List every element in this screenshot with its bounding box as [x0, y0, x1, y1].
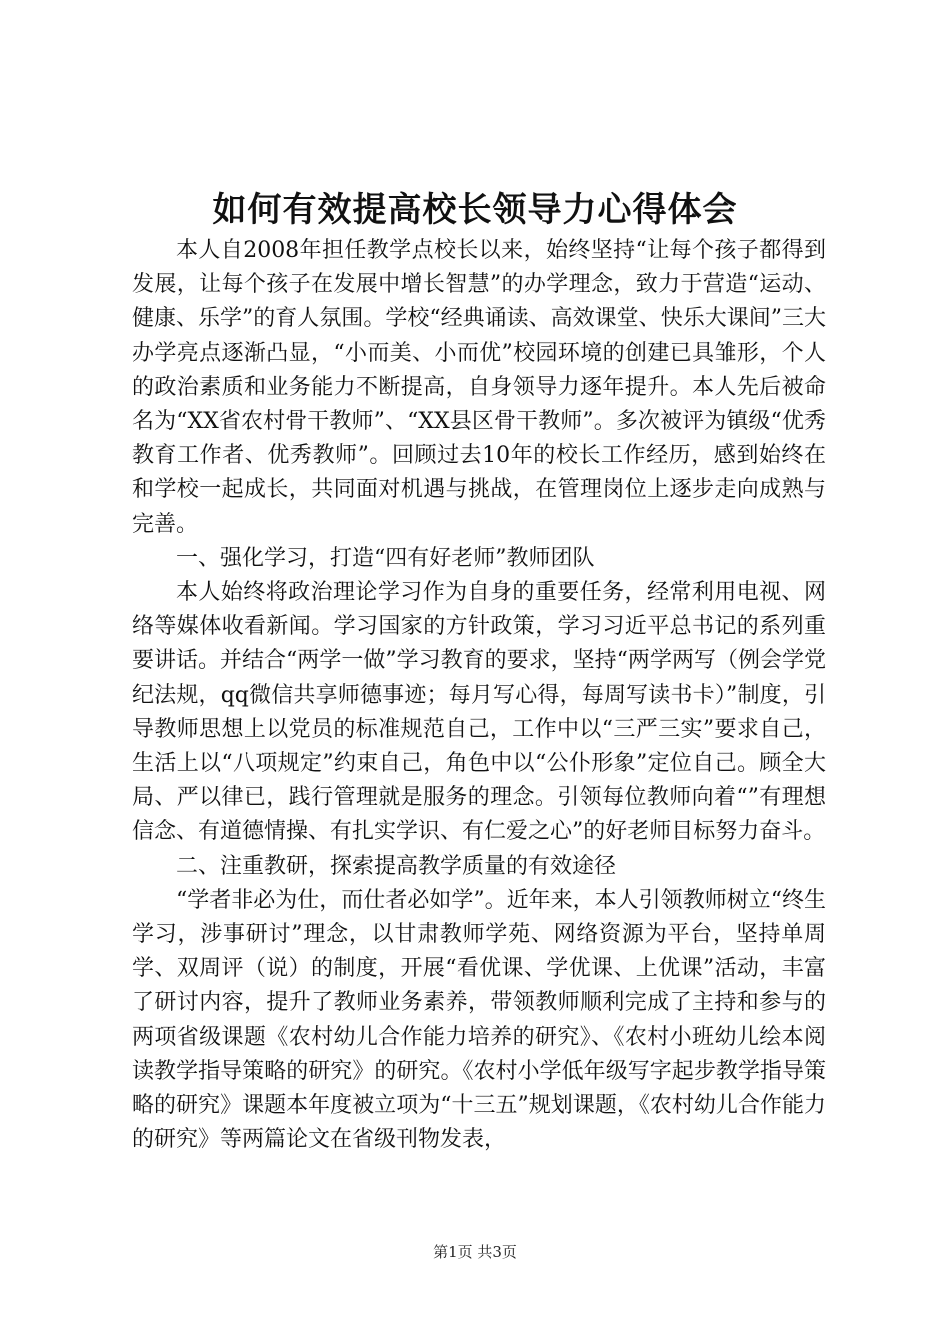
- body-paragraph: 本人自2008年担任教学点校长以来，始终坚持“让每个孩子都得到发展，让每个孩子在发展中增长智慧”的办学理念，致力于营造“运动、健康、乐学”的育人氛围。学校“经典诵读、高效课堂、快乐大课间”三大办学亮点逐渐凸显，“小而美、小而优”校园环境的创建已具雏形，个人的政治素质和业务能力不断提高，自身领导力逐年提升。本人先后被命名为“XX省农村骨干教师”、“XX县区骨干教师”。多次被评为镇级“优秀教育工作者、优秀教师”。回顾过去10年的校长工作经历，感到始终在和学校一起成长，共同面对机遇与挑战，在管理岗位上逐步走向成熟与完善。: [132, 238, 826, 537]
- section-heading: 一、强化学习，打造“四有好老师”教师团队: [176, 545, 595, 571]
- document-title: 如何有效提高校长领导力心得体会: [212, 190, 738, 230]
- document-body: [132, 234, 826, 1157]
- section-heading: 二、注重教研，探索提高教学质量的有效途径: [176, 853, 617, 879]
- body-paragraph: 本人始终将政治理论学习作为自身的重要任务，经常利用电视、网络等媒体收看新闻。学习国家的方针政策，学习习近平总书记的系列重要讲话。并结合“两学一做”学习教育的要求，坚持“两学两写（例会学党纪法规，qq微信共享师德事迹；每月写心得，每周写读书卡）”制度，引导教师思想上以党员的标准规范自己，工作中以“三严三实”要求自己，生活上以“八项规定”约束自己，角色中以“公仆形象”定位自己。顾全大局、严以律已，践行管理就是服务的理念。引领每位教师向着“”有理想信念、有道德情操、有扎实学识、有仁爱之心”的好老师目标努力奋斗。: [132, 580, 826, 845]
- page-footer: 第1页 共3页: [433, 1243, 517, 1261]
- body-paragraph: “学者非必为仕，而仕者必如学”。近年来，本人引领教师树立“终生学习，涉事研讨”理念，以甘肃教师学苑、网络资源为平台，坚持单周学、双周评（说）的制度，开展“看优课、学优课、上优课”活动，丰富了研讨内容，提升了教师业务素养，带领教师顺利完成了主持和参与的两项省级课题《农村幼儿合作能力培养的研究》、《农村小班幼儿绘本阅读教学指导策略的研究》的研究。《农村小学低年级写字起步教学指导策略的研究》课题本年度被立项为“十三五”规划课题，《农村幼儿合作能力的研究》等两篇论文在省级刊物发表，: [132, 887, 826, 1153]
